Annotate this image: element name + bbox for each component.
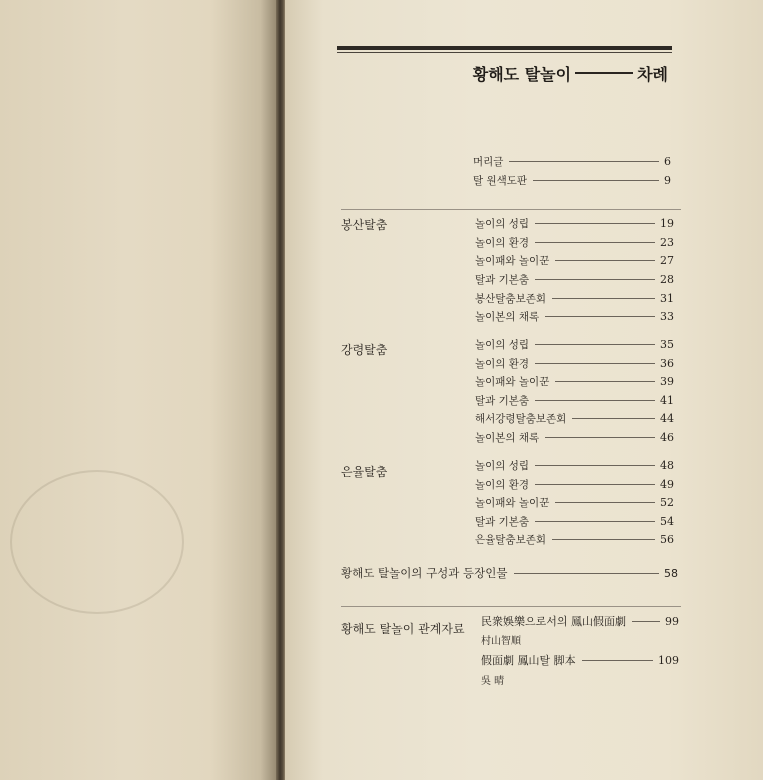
entry-page: 19 [660, 216, 674, 230]
leader-line [533, 180, 659, 181]
entry-label: 놀이의 성립 [475, 338, 530, 351]
section-heading: 황해도 탈놀이 관계자료 [341, 622, 465, 636]
toc-entry[interactable] [475, 336, 674, 352]
toc-entry[interactable] [475, 355, 674, 371]
entry-label: 탈 원색도판 [473, 174, 528, 187]
entry-page: 52 [660, 495, 674, 509]
leader-line [535, 344, 655, 345]
leader-line [514, 573, 660, 574]
leader-line [509, 161, 659, 162]
entry-label: 탈과 기본춤 [475, 273, 530, 286]
entry-label: 民衆娛樂으로서의 鳳山假面劇 [481, 615, 626, 628]
entry-page: 46 [660, 430, 674, 444]
entry-page: 49 [660, 477, 674, 491]
toc-entry[interactable] [481, 613, 679, 629]
entry-page: 27 [660, 253, 674, 267]
section-heading: 봉산탈춤 [341, 218, 388, 232]
entry-label: 놀이패와 놀이꾼 [475, 254, 550, 267]
leader-line [552, 298, 655, 299]
toc-entry[interactable] [475, 234, 674, 250]
leader-line [535, 242, 655, 243]
entry-label: 은율탈춤보존회 [475, 533, 547, 546]
entry-label: 탈과 기본춤 [475, 394, 530, 407]
leader-line [545, 316, 655, 317]
entry-label: 놀이의 성립 [475, 459, 530, 472]
title-main: 황해도 탈놀이 [472, 64, 572, 84]
toc-entry[interactable] [475, 513, 674, 529]
toc-entry[interactable] [475, 429, 674, 445]
toc-entry[interactable] [475, 392, 674, 408]
leader-line [545, 437, 655, 438]
toc-entry[interactable] [481, 652, 679, 668]
title-dash [575, 72, 633, 74]
toc-entry[interactable] [475, 531, 674, 547]
entry-page: 41 [660, 393, 674, 407]
toc-entry-structure[interactable] [341, 565, 678, 581]
entry-label: 놀이본의 채록 [475, 310, 540, 323]
leader-line [535, 279, 655, 280]
entry-page: 28 [660, 272, 674, 286]
entry-label: 놀이의 환경 [475, 357, 530, 370]
leader-line [555, 381, 655, 382]
entry-page: 109 [658, 653, 679, 667]
entry-label: 봉산탈춤보존회 [475, 292, 547, 305]
leader-line [555, 260, 655, 261]
leader-line [535, 465, 655, 466]
entry-page: 23 [660, 235, 674, 249]
toc-entry[interactable] [475, 373, 674, 389]
leader-line [552, 539, 655, 540]
entry-label: 탈과 기본춤 [475, 515, 530, 528]
title-contents: 차례 [637, 64, 668, 84]
entry-page: 35 [660, 337, 674, 351]
left-page [0, 0, 280, 780]
section-heading: 은율탈춤 [341, 465, 388, 479]
toc-entry[interactable] [475, 215, 674, 231]
toc-entry[interactable] [475, 494, 674, 510]
entry-page: 44 [660, 411, 674, 425]
entry-label: 황해도 탈놀이의 구성과 등장인물 [341, 566, 508, 580]
entry-label: 해서강령탈춤보존회 [475, 412, 567, 425]
toc-entry[interactable] [475, 410, 674, 426]
entry-label: 놀이의 환경 [475, 478, 530, 491]
entry-label: 놀이본의 채록 [475, 431, 540, 444]
section-heading: 강령탈춤 [341, 343, 388, 357]
leader-line [582, 660, 653, 661]
entry-page: 31 [660, 291, 674, 305]
entry-label: 놀이패와 놀이꾼 [475, 496, 550, 509]
leader-line [632, 621, 660, 622]
entry-label: 놀이패와 놀이꾼 [475, 375, 550, 388]
toc-entry[interactable] [475, 290, 674, 306]
bleed-through-stamp [10, 470, 184, 614]
leader-line [555, 502, 655, 503]
toc-entry[interactable] [475, 308, 674, 324]
entry-page: 36 [660, 356, 674, 370]
entry-author: 吳 晴 [481, 676, 505, 687]
toc-entry[interactable] [473, 153, 671, 169]
leader-line [535, 521, 655, 522]
leader-line [572, 418, 655, 419]
toc-entry[interactable] [475, 457, 674, 473]
entry-page: 39 [660, 374, 674, 388]
entry-page: 6 [664, 154, 671, 168]
entry-label: 假面劇 鳳山탈 脚本 [481, 654, 576, 667]
entry-label: 머리글 [473, 155, 504, 168]
entry-page: 48 [660, 458, 674, 472]
entry-page: 56 [660, 532, 674, 546]
leader-line [535, 363, 655, 364]
toc-entry[interactable] [475, 252, 674, 268]
toc-entry[interactable] [475, 271, 674, 287]
toc-entry[interactable] [473, 172, 671, 188]
entry-label: 놀이의 환경 [475, 236, 530, 249]
section-divider [341, 606, 681, 607]
entry-page: 54 [660, 514, 674, 528]
entry-page: 9 [664, 173, 671, 187]
entry-author: 村山智順 [481, 636, 521, 647]
section-divider [341, 209, 681, 210]
header-rule-heavy [337, 46, 672, 50]
entry-page: 58 [664, 566, 678, 580]
leader-line [535, 400, 655, 401]
entry-label: 놀이의 성립 [475, 217, 530, 230]
toc-entry[interactable] [475, 476, 674, 492]
header-rule-thin [337, 52, 672, 53]
entry-page: 99 [665, 614, 679, 628]
leader-line [535, 484, 655, 485]
page-title [473, 61, 668, 85]
leader-line [535, 223, 655, 224]
entry-page: 33 [660, 309, 674, 323]
